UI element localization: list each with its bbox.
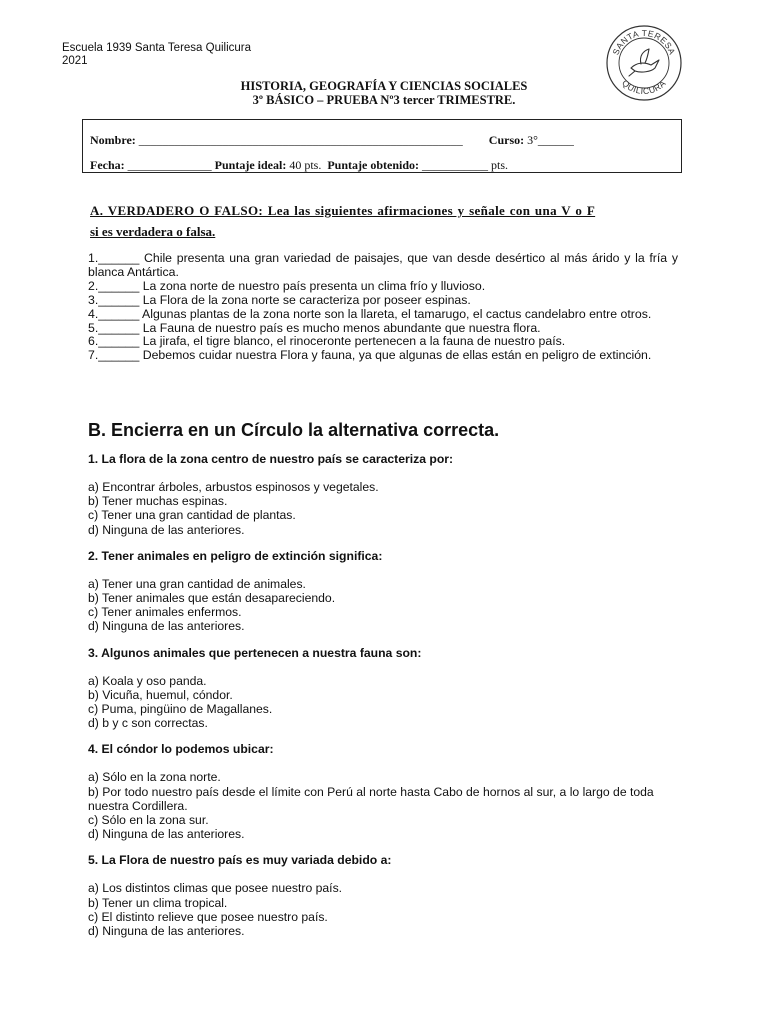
answer-option[interactable]: d) Ninguna de las anteriores. [88,619,245,634]
answer-option[interactable]: a) Sólo en la zona norte. [88,770,221,785]
nombre-label: Nombre: [90,133,136,147]
question-block [88,742,688,841]
answer-option[interactable]: c) Tener animales enfermos. [88,605,242,620]
question-block [88,452,688,537]
answer-option[interactable]: a) Koala y oso panda. [88,673,207,688]
puntaje-obtenido-field[interactable]: ___________ [422,158,489,172]
answer-option[interactable]: a) Tener una gran cantidad de animales. [88,576,306,591]
student-info-box [82,119,682,173]
statement-item[interactable]: 2.______ La zona norte de nuestro país presenta un clima frío y lluvioso. [88,278,486,293]
answer-option[interactable]: c) El distinto relieve que posee nuestro país. [88,909,328,924]
question-block [88,853,688,938]
question-text: 5. La Flora de nuestro país es muy variada debido a: [88,853,392,868]
statement-item[interactable]: 1.______ Chile presenta una gran variedad de paisajes, que van desde desértico al más árido y la fría y blanca Antártica. [88,251,678,279]
question-block [88,549,688,634]
answer-option[interactable]: b) Tener un clima tropical. [88,895,228,910]
answer-option[interactable]: d) Ninguna de las anteriores. [88,522,245,537]
section-a-title-line1: A. VERDADERO O FALSO: Lea las siguientes afirmaciones y señale con una V o F [90,203,596,218]
question-block [88,646,688,731]
answer-option[interactable]: d) Ninguna de las anteriores. [88,924,245,939]
info-row-scores [90,158,508,173]
section-a-title-line2: si es verdadera o falsa. [90,224,216,239]
answer-option[interactable]: b) Tener muchas espinas. [88,494,228,509]
section-a-title [90,200,682,242]
question-text: 1. La flora de la zona centro de nuestro país se caracteriza por: [88,452,454,466]
fecha-field[interactable]: ______________ [127,158,212,172]
answer-option[interactable]: d) Ninguna de las anteriores. [88,827,245,842]
statement-item[interactable]: 7.______ Debemos cuidar nuestra Flora y fauna, ya que algunas de ellas están en peligro de extinción. [88,348,652,363]
multiple-choice-questions [88,452,688,950]
answer-option[interactable]: c) Sólo en la zona sur. [88,813,209,828]
statement-item[interactable]: 5.______ La Fauna de nuestro país es mucho menos abundante que nuestra flora. [88,320,541,335]
curso-label: Curso: [488,133,525,147]
pts-label: pts. [491,158,509,172]
section-b-title: B. Encierra en un Círculo la alternativa correcta. [88,420,500,440]
puntaje-ideal-value: 40 pts. [289,158,322,172]
answer-option[interactable]: b) Por todo nuestro país desde el límite con Perú al norte hasta Cabo de hornos al sur, a lo largo de toda nuestra Cordillera. [88,784,654,813]
puntaje-ideal-label: Puntaje ideal: [214,158,287,172]
seal-top-text: SANTA TERESA [610,27,678,57]
statement-item[interactable]: 6.______ La jirafa, el tigre blanco, el rinoceronte pertenecen a la fauna de nuestro país. [88,334,566,349]
question-text: 3. Algunos animales que pertenecen a nuestra fauna son: [88,645,422,660]
fecha-label: Fecha: [90,158,125,172]
puntaje-obtenido-label: Puntaje obtenido: [327,158,420,172]
statement-item[interactable]: 3.______ La Flora de la zona norte se caracteriza por poseer espinas. [88,292,471,307]
school-name: Escuela 1939 Santa Teresa Quilicura [62,42,252,54]
school-header [62,42,251,68]
answer-option[interactable]: a) Encontrar árboles, arbustos espinosos y vegetales. [88,480,379,494]
question-text: 2. Tener animales en peligro de extinción significa: [88,548,383,563]
curso-field[interactable]: 3°______ [527,133,574,147]
dove-icon [629,49,659,76]
exam-titles [0,79,768,107]
answer-option[interactable]: b) Vicuña, huemul, cóndor. [88,687,233,702]
subject-title: HISTORIA, GEOGRAFÍA Y CIENCIAS SOCIALES [240,79,528,93]
school-year: 2021 [62,55,88,67]
answer-option[interactable]: d) b y c son correctas. [88,716,208,731]
question-text: 4. El cóndor lo podemos ubicar: [88,742,274,757]
true-false-statements [88,252,678,363]
answer-option[interactable]: c) Tener una gran cantidad de plantas. [88,508,296,523]
seal-bottom-text: QUILICURA [620,77,668,97]
answer-option[interactable]: c) Puma, pingüino de Magallanes. [88,702,273,717]
info-row-name [90,133,574,148]
answer-option[interactable]: a) Los distintos climas que posee nuestro país. [88,881,343,896]
statement-item[interactable]: 4.______ Algunas plantas de la zona norte son la llareta, el tamarugo, el cactus candelabro entre otros. [88,306,652,321]
test-title: 3º BÁSICO – PRUEBA Nº3 tercer TRIMESTRE. [252,93,516,107]
answer-option[interactable]: b) Tener animales que están desapareciendo. [88,591,336,606]
nombre-field[interactable]: ______________________________________________________ [138,133,463,147]
